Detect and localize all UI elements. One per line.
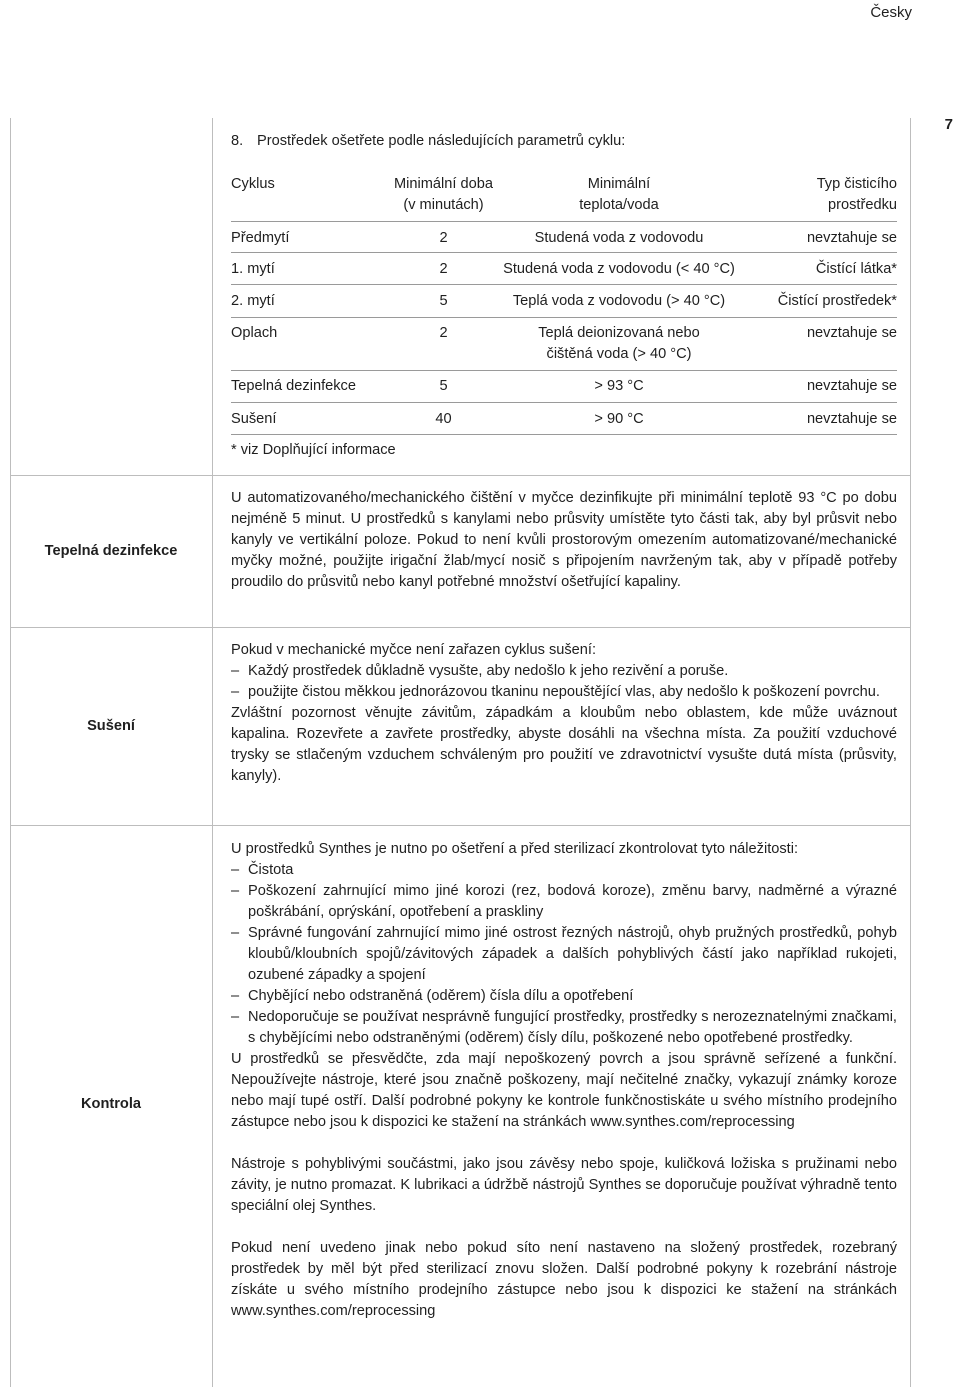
frame-left-line [10, 118, 11, 1387]
header-cycle: Cyklus [231, 176, 275, 192]
step-number: 8. [231, 133, 244, 149]
table-rule [231, 284, 897, 285]
cell-detergent: nevztahuje se [806, 411, 897, 427]
table-header [231, 174, 897, 216]
cell-temp: Studená voda z vodovodu [534, 230, 704, 246]
cell-temp: Studená voda z vodovodu (< 40 °C) [503, 261, 735, 277]
cell-time: 5 [439, 293, 448, 309]
section-label-thermal: Tepelná dezinfekce [44, 543, 178, 559]
inspection-intro: U prostředků Synthes je nutno po ošetření a před sterilizací zkontrolovat tyto náležitosti: [231, 841, 799, 857]
inspection-paragraph: U prostředků se přesvědčte, zda mají nepoškozený povrch a jsou správně seřízené a funkční. Nepoužívejte nástroje, které jsou značně poškozeny, mají nečitelné značky, vykazují známky koroze nebo mají tupé ostří. Další podrobné pokyny ke kontrole funkčnostiskáte u svého místního prodejního zástupce nebo jsou k dispozici ke stažení na stránkách www.synthes.com/reprocessing [231, 1051, 897, 1130]
step-text: Prostředek ošetřete podle následujících parametrů cyklu: [257, 133, 626, 149]
step-heading [231, 131, 625, 152]
cell-detergent: nevztahuje se [806, 230, 897, 246]
list-item: – Správné fungování zahrnující mimo jiné ostrost řezných nástrojů, ohyb pružných prostředků, pohyb kloubů/kloubních spojů/závitových západek a dalších pohyblivých částí jako například rukojeti, ozubené západky a spojení [231, 923, 897, 986]
cell-time: 2 [439, 230, 448, 246]
drying-intro: Pokud v mechanické myčce není zařazen cyklus sušení: [231, 642, 597, 658]
table-row [231, 323, 897, 365]
table-rule [231, 252, 897, 253]
header-min-time: Minimální doba (v minutách) [394, 176, 493, 213]
thermal-paragraph: U automatizovaného/mechanického čištění v myčce dezinfikujte při minimální teplotě 93 °C po dobu nejméně 5 minut. U prostředků s kanylami nebo průsvity umístěte tyto části tak, aby byl průsvit nebo kanyly ve vertikální poloze. Pokud to není kvůli prostorovým omezením automatizované/mechanické myčky možné, použijte irigační žlab/mycí nosič s připojením navrženým tak, aby v případě potřeby proudilo do průsvitů nebo kanyl potřebné množství ošetřující kapaliny. [231, 490, 897, 590]
table-footnote: * viz Doplňující informace [231, 442, 396, 458]
frame-right-line [910, 118, 911, 1387]
cell-time: 5 [439, 378, 448, 394]
table-rule [231, 317, 897, 318]
cell-temp: Teplá deionizovaná nebo čištěná voda (> 40 °C) [538, 325, 700, 362]
cell-detergent: Čistící prostředek* [777, 293, 897, 309]
header-min-temp: Minimální teplota/voda [579, 176, 659, 213]
drying-paragraph: Zvláštní pozornost věnujte závitům, západkám a kloubům nebo oblastem, kde může uváznout kapalina. Rozevřete a zavřete prostředky, abyste dosáhli na všechna místa. Za použití vzduchové trysky se stlačeným vzduchem schváleným pro použití ve zdravotnictví vysušte dutá místa (průsvity, kanyly). [231, 705, 897, 784]
section-label-drying: Sušení [87, 718, 135, 734]
drying-text [231, 640, 897, 787]
cell-time: 40 [435, 411, 452, 427]
language-label: Česky [870, 4, 912, 21]
cell-cycle: 1. mytí [231, 261, 275, 277]
cell-time: 2 [439, 261, 448, 277]
cell-cycle: 2. mytí [231, 293, 275, 309]
cell-cycle: Předmytí [231, 230, 290, 246]
cell-temp: Teplá voda z vodovodu (> 40 °C) [512, 293, 726, 309]
list-item: – Čistota [231, 860, 897, 881]
cell-temp: > 90 °C [594, 411, 644, 427]
cell-cycle: Tepelná dezinfekce [231, 378, 356, 394]
table-rule [231, 221, 897, 222]
inspection-text [231, 839, 897, 1322]
cell-cycle: Sušení [231, 411, 277, 427]
cell-detergent: nevztahuje se [806, 325, 897, 341]
cell-time: 2 [439, 325, 448, 341]
section-separator [10, 825, 911, 826]
section-label-inspection: Kontrola [81, 1096, 141, 1112]
thermal-text [231, 488, 897, 593]
header-detergent: Typ čisticího prostředku [816, 176, 897, 213]
cell-detergent: nevztahuje se [806, 378, 897, 394]
list-item: – Chybějící nebo odstraněná (oděrem) čísla dílu a opotřebení [231, 986, 897, 1007]
cell-detergent: Čistící látka* [815, 261, 897, 277]
inspection-paragraph: Pokud není uvedeno jinak nebo pokud síto není nastaveno na složený prostředek, rozebraný prostředek by měl být před sterilizací znovu složen. Další podrobné pokyny k rozebrání nástroje získáte u svého místního prodejního zástupce nebo jsou k dispozici ke stažení na stránkách www.synthes.com/reprocessing [231, 1240, 897, 1319]
table-rule [231, 402, 897, 403]
section-separator [10, 475, 911, 476]
cell-temp: > 93 °C [594, 378, 644, 394]
inspection-paragraph: Nástroje s pohyblivými součástmi, jako jsou závěsy nebo spoje, kuličková ložiska s pružinami nebo závity, je nutno promazat. K lubrikaci a údržbě nástrojů Synthes se doporučuje používat výhradně tento speciální olej Synthes. [231, 1156, 897, 1214]
frame-divider-line [212, 118, 213, 1387]
list-item: – použijte čistou měkkou jednorázovou tkaninu nepouštějící vlas, aby nedošlo k poškození povrchu. [231, 682, 897, 703]
table-rule [231, 370, 897, 371]
list-item: – Poškození zahrnující mimo jiné korozi (rez, bodová koroze), změnu barvy, nadměrné a výrazné poškrábání, oprýskání, opotřebení a praskliny [231, 881, 897, 923]
section-separator [10, 627, 911, 628]
list-item: – Každý prostředek důkladně vysušte, aby nedošlo k jeho rezivění a poruše. [231, 661, 897, 682]
cell-cycle: Oplach [231, 325, 278, 341]
table-rule [231, 434, 897, 435]
list-item: – Nedoporučuje se používat nesprávně fungující prostředky, prostředky s nerozeznatelnými značkami, s chybějícími nebo odstraněnými (oděrem) čísly dílu, poškozené nebo opotřebené prostředky. [231, 1007, 897, 1049]
page-number: 7 [944, 116, 953, 133]
